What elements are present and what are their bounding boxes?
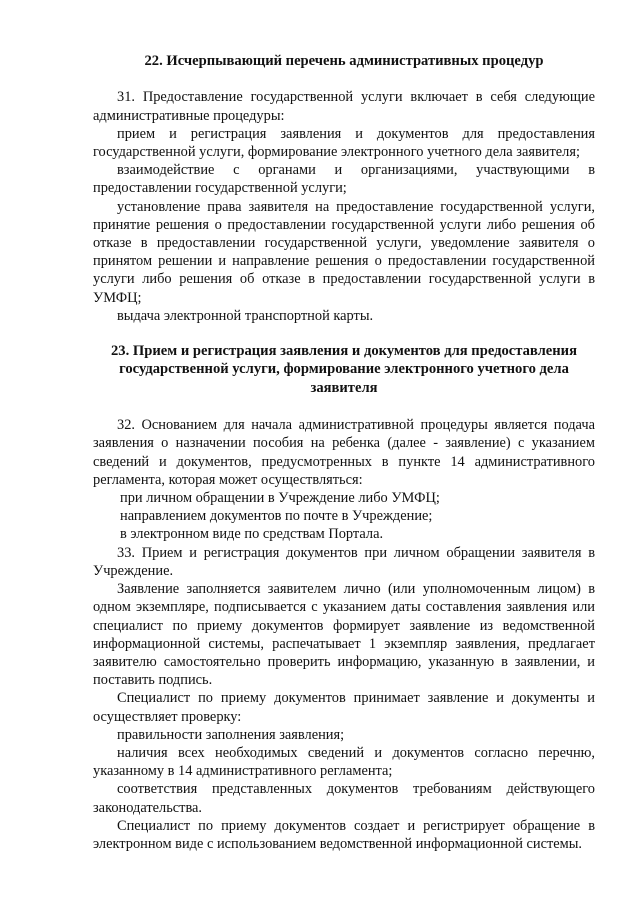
section-23-heading: 23. Прием и регистрация заявления и документов для предоставления государственной услуги, формирование электронного учетного дела заявителя bbox=[111, 343, 577, 396]
paragraph-32: 32. Основанием для начала административной процедуры является подача заявления о назначении пособия на ребенка (далее - заявление) с указанием сведений и документов, предусмотренных в пункте 14 административного регламента, которая может осуществляться: bbox=[93, 417, 595, 488]
list-item-procedure-3: установление права заявителя на предоставление государственной услуги, принятие решения о предоставлении государственной услуги либо решения об отказе в предоставлении государственной услуги, уведомление заявителя о принятом решении и направление решения о предоставлении государственной услуги либо решения об отказе в предоставлении государственной услуги в УМФЦ; bbox=[93, 198, 595, 306]
section-22-heading: 22. Исчерпывающий перечень административных процедур bbox=[144, 53, 544, 69]
list-item-check-3: соответствия представленных документов требованиям действующего законодательства. bbox=[93, 781, 595, 816]
list-item-submission-3: в электронном виде по средствам Портала. bbox=[120, 526, 384, 543]
list-item-check-2: наличия всех необходимых сведений и документов согласно перечню, указанному в 14 административного регламента; bbox=[93, 744, 595, 780]
list-item-procedure-1: прием и регистрация заявления и документов для предоставления государственной услуги, формирование электронного учетного дела заявителя; bbox=[93, 125, 595, 161]
paragraph-specialist-check: Специалист по приему документов принимает заявление и документы и осуществляет проверку: bbox=[93, 690, 595, 725]
paragraph-application-filling: Заявление заполняется заявителем лично (или уполномоченным лицом) в одном экземпляре, подписывается с указанием даты составления заявления или специалист по приему документов формирует заявление из ведомственной информационной системы, распечатывает 1 экземпляр заявления, предлагает заявителю самостоятельно проверить информацию, указанную в заявлении, и поставить подпись. bbox=[93, 581, 595, 689]
list-item-procedure-4: выдача электронной транспортной карты. bbox=[117, 307, 374, 324]
list-item-check-1: правильности заполнения заявления; bbox=[117, 726, 345, 743]
list-item-submission-2: направлением документов по почте в Учреждение; bbox=[120, 508, 433, 525]
list-item-submission-1: при личном обращении в Учреждение либо УМФЦ; bbox=[120, 490, 440, 507]
paragraph-registration: Специалист по приему документов создает и регистрирует обращение в электронном виде с использованием ведомственной информационной системы. bbox=[93, 817, 595, 852]
list-item-procedure-2: взаимодействие с органами и организациями, участвующими в предоставлении государственной услуги; bbox=[93, 162, 595, 197]
paragraph-31: 31. Предоставление государственной услуги включает в себя следующие административные процедуры: bbox=[93, 89, 595, 124]
document-content bbox=[93, 52, 595, 853]
paragraph-33: 33. Прием и регистрация документов при личном обращении заявителя в Учреждение. bbox=[93, 544, 595, 579]
